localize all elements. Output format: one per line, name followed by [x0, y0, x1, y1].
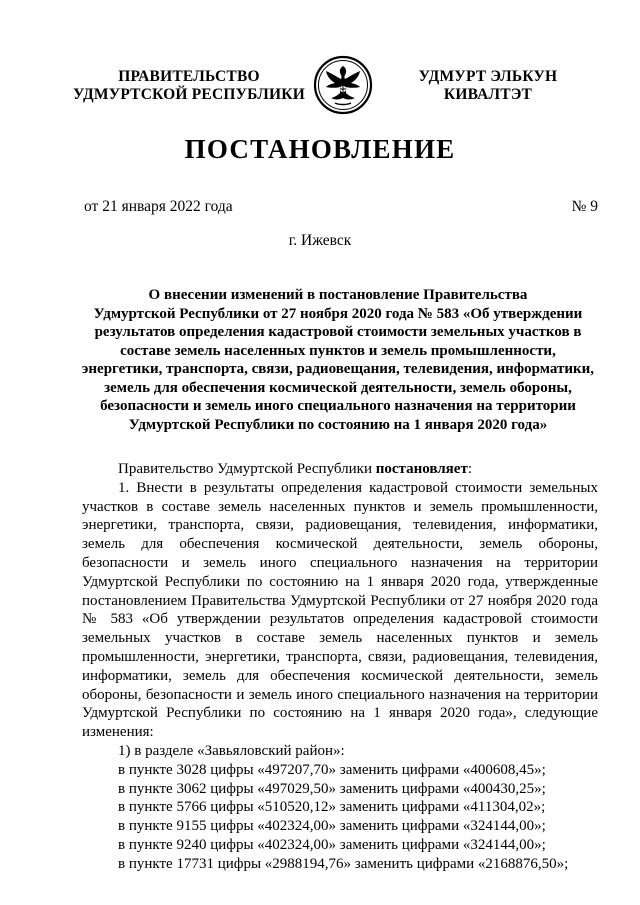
government-name-russian [66, 68, 312, 104]
change-item: в пункте 9240 цифры «402324,00» заменить цифрами «324144,00»; [118, 836, 546, 853]
paragraph-line: 1. Внести в результаты определения кадастровой стоимости земельных [118, 479, 598, 496]
paragraph-line: участков в составе земель населенных пунктов и земель промышленности, [82, 498, 598, 515]
paragraph-line: обороны, безопасности и земель иного специального назначения на территории [82, 686, 598, 703]
change-item: в пункте 3062 цифры «497029,50» заменить цифрами «400430,25»; [118, 780, 546, 797]
paragraph-line: Удмуртской Республики по состоянию на 1 января 2020 года», следующие [82, 705, 598, 722]
title-line: составе земель населенных пунктов и земель промышленности, [120, 342, 556, 359]
paragraph-line: земельных участков в составе земель населенных пунктов и земель [82, 630, 598, 647]
coat-of-arms-icon [313, 55, 373, 115]
subitem-heading: 1) в разделе «Завьяловский район»: [118, 742, 345, 759]
change-item: в пункте 5766 цифры «510520,12» заменить цифрами «411304,02»; [118, 799, 546, 816]
title-line: О внесении изменений в постановление Правительства [148, 287, 528, 303]
paragraph-line: энергетики, транспорта, связи, радиовещания, телевидения, информатики, [82, 517, 598, 534]
title-line: земель для обеспечения космической деятельности, земель обороны, [104, 379, 572, 396]
org-left-line: УДМУРТСКОЙ РЕСПУБЛИКИ [73, 86, 305, 103]
title-line: результатов определения кадастровой стоимости земельных участков в [94, 324, 582, 340]
government-name-udmurt [398, 68, 578, 104]
document-body [82, 460, 598, 874]
paragraph-line: промышленности, энергетики, транспорта, связи, радиовещания, телевидения, [82, 648, 598, 665]
document-title [78, 286, 598, 434]
title-line: Удмуртской Республики по состоянию на 1 января 2020 года» [128, 416, 548, 433]
paragraph-line: Удмуртской Республики по состоянию на 1 января 2020 года, утвержденные [82, 573, 598, 590]
org-right-line: КИВАЛТЭТ [443, 86, 533, 103]
change-item: в пункте 3028 цифры «497207,70» заменить цифрами «400608,45»; [118, 761, 546, 778]
change-item: в пункте 17731 цифры «2988194,76» заменить цифрами «2168876,50»; [118, 855, 569, 872]
preamble-verb: постановляет [375, 461, 468, 477]
preamble [82, 460, 598, 479]
preamble-end: : [467, 461, 472, 477]
org-right-line: УДМУРТ ЭЛЬКУН [418, 68, 558, 85]
paragraph-line: земель для обеспечения космической деятельности, земель обороны, [82, 536, 598, 553]
paragraph-line: № 583 «Об утверждении результатов определения кадастровой стоимости [82, 611, 598, 628]
preamble-text: Правительство Удмуртской Республики [118, 461, 376, 477]
paragraph-line: изменения: [82, 724, 154, 741]
document-type-heading: ПОСТАНОВЛЕНИЕ [184, 134, 456, 164]
title-line: безопасности и земель иного специального назначения на территории [100, 398, 576, 414]
document-number: № 9 [571, 198, 598, 215]
paragraph-line: информатики, земель для обеспечения космической деятельности, земель [82, 667, 598, 684]
org-left-line: ПРАВИТЕЛЬСТВО [118, 68, 260, 85]
title-line: энергетики, транспорта, связи, радиовещания, телевидения, информатики, [81, 361, 595, 377]
paragraph-line: постановлением Правительства Удмуртской Республики от 27 ноября 2020 года [82, 592, 598, 609]
document-date: от 21 января 2022 года [84, 198, 233, 215]
paragraph-line: безопасности и земель иного специального назначения на территории [82, 554, 598, 571]
document-city: г. Ижевск [288, 232, 352, 249]
change-item: в пункте 9155 цифры «402324,00» заменить цифрами «324144,00»; [118, 818, 546, 835]
title-line: Удмуртской Республики от 27 ноября 2020 года № 583 «Об утверждении [93, 305, 583, 322]
